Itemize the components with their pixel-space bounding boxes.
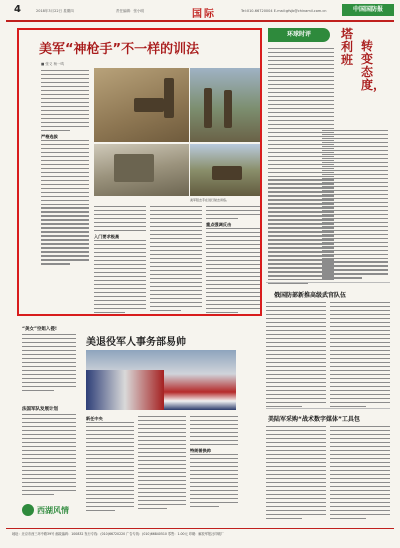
feature-column-4 bbox=[206, 206, 260, 316]
photo-sniper-field bbox=[190, 144, 260, 196]
right-article-1-col-b bbox=[330, 302, 390, 410]
sidebar-body-2 bbox=[22, 414, 76, 498]
commentary-headline-1: 塔利班 bbox=[341, 27, 354, 67]
sidebar-logo bbox=[22, 502, 68, 518]
photo-sniper-aiming bbox=[94, 144, 189, 196]
photo-sniper-team bbox=[190, 68, 260, 142]
middle-article-col-a bbox=[86, 416, 134, 514]
editor-credit: 责任编辑：张小明 bbox=[116, 9, 144, 13]
logo-icon bbox=[22, 504, 34, 516]
page-header bbox=[6, 4, 394, 20]
middle-article-col-c bbox=[190, 416, 238, 510]
right-article-title-2: 美陆军采购“战术数字媒体”工具包 bbox=[268, 416, 360, 423]
sidebar-body-1 bbox=[22, 334, 76, 394]
feature-article bbox=[17, 28, 262, 316]
subhead-2: 入门要求极高 bbox=[94, 233, 120, 239]
photo-caption: 美军狙击手在进行射击训练。 bbox=[190, 198, 230, 202]
commentary-headline-2: 转变态度， bbox=[361, 39, 386, 92]
feature-title: 美军“神枪手”不一样的训法 bbox=[39, 42, 200, 57]
middle-article-title: 美退役军人事务部易帅 bbox=[86, 337, 186, 348]
right-article-title-1: 俄国防部新推高级武官队伍 bbox=[274, 292, 347, 299]
page-footer: 地址：北京市西三环中路39号 邮政编码：100832 发行专线：(010)66720220 广告专线：(010)66840510 零售：1.00元 印刷：解放军报社印刷厂 bbox=[6, 528, 394, 540]
feature-column-2 bbox=[94, 206, 146, 316]
subhead-3: 重点强调反击 bbox=[206, 221, 232, 227]
commentary-badge: 环球时评 bbox=[268, 28, 330, 42]
contact-info: Tel:010-66720004 E-mail:gfsjb@chinamil.com.cn bbox=[241, 9, 327, 13]
commentary-body-2 bbox=[322, 130, 388, 281]
issue-date: 2018年3月22日 星期四 bbox=[36, 9, 74, 13]
middle-subhead-2: 特朗普换帅 bbox=[190, 447, 211, 453]
feature-byline: ■ 张义 杨一鸣 bbox=[41, 62, 65, 66]
subhead-1: 严格选拔 bbox=[41, 133, 58, 139]
column-divider-2 bbox=[266, 408, 390, 409]
middle-article-col-b bbox=[138, 416, 186, 512]
page-number: 4 bbox=[14, 4, 21, 15]
right-article-1-col-a bbox=[266, 302, 326, 410]
feature-column-3 bbox=[150, 206, 202, 314]
column-divider bbox=[266, 282, 390, 283]
sidebar-title-1: “美女”空姐入侵! bbox=[22, 327, 57, 332]
middle-subhead: 新任中央 bbox=[86, 416, 103, 421]
section-title: 国际 bbox=[192, 9, 216, 20]
header-rule bbox=[6, 20, 394, 22]
masthead-logo: 中国国防报 bbox=[342, 4, 394, 16]
feature-column-1 bbox=[41, 70, 89, 267]
photo-flag bbox=[86, 370, 164, 410]
right-article-2-col-a bbox=[266, 426, 326, 522]
logo-text: 西湖风情 bbox=[37, 506, 69, 515]
sidebar-title-2: 法国军队发展计划 bbox=[22, 407, 58, 412]
photo-sniper-prone bbox=[94, 68, 189, 142]
right-article-2-col-b bbox=[330, 426, 390, 522]
